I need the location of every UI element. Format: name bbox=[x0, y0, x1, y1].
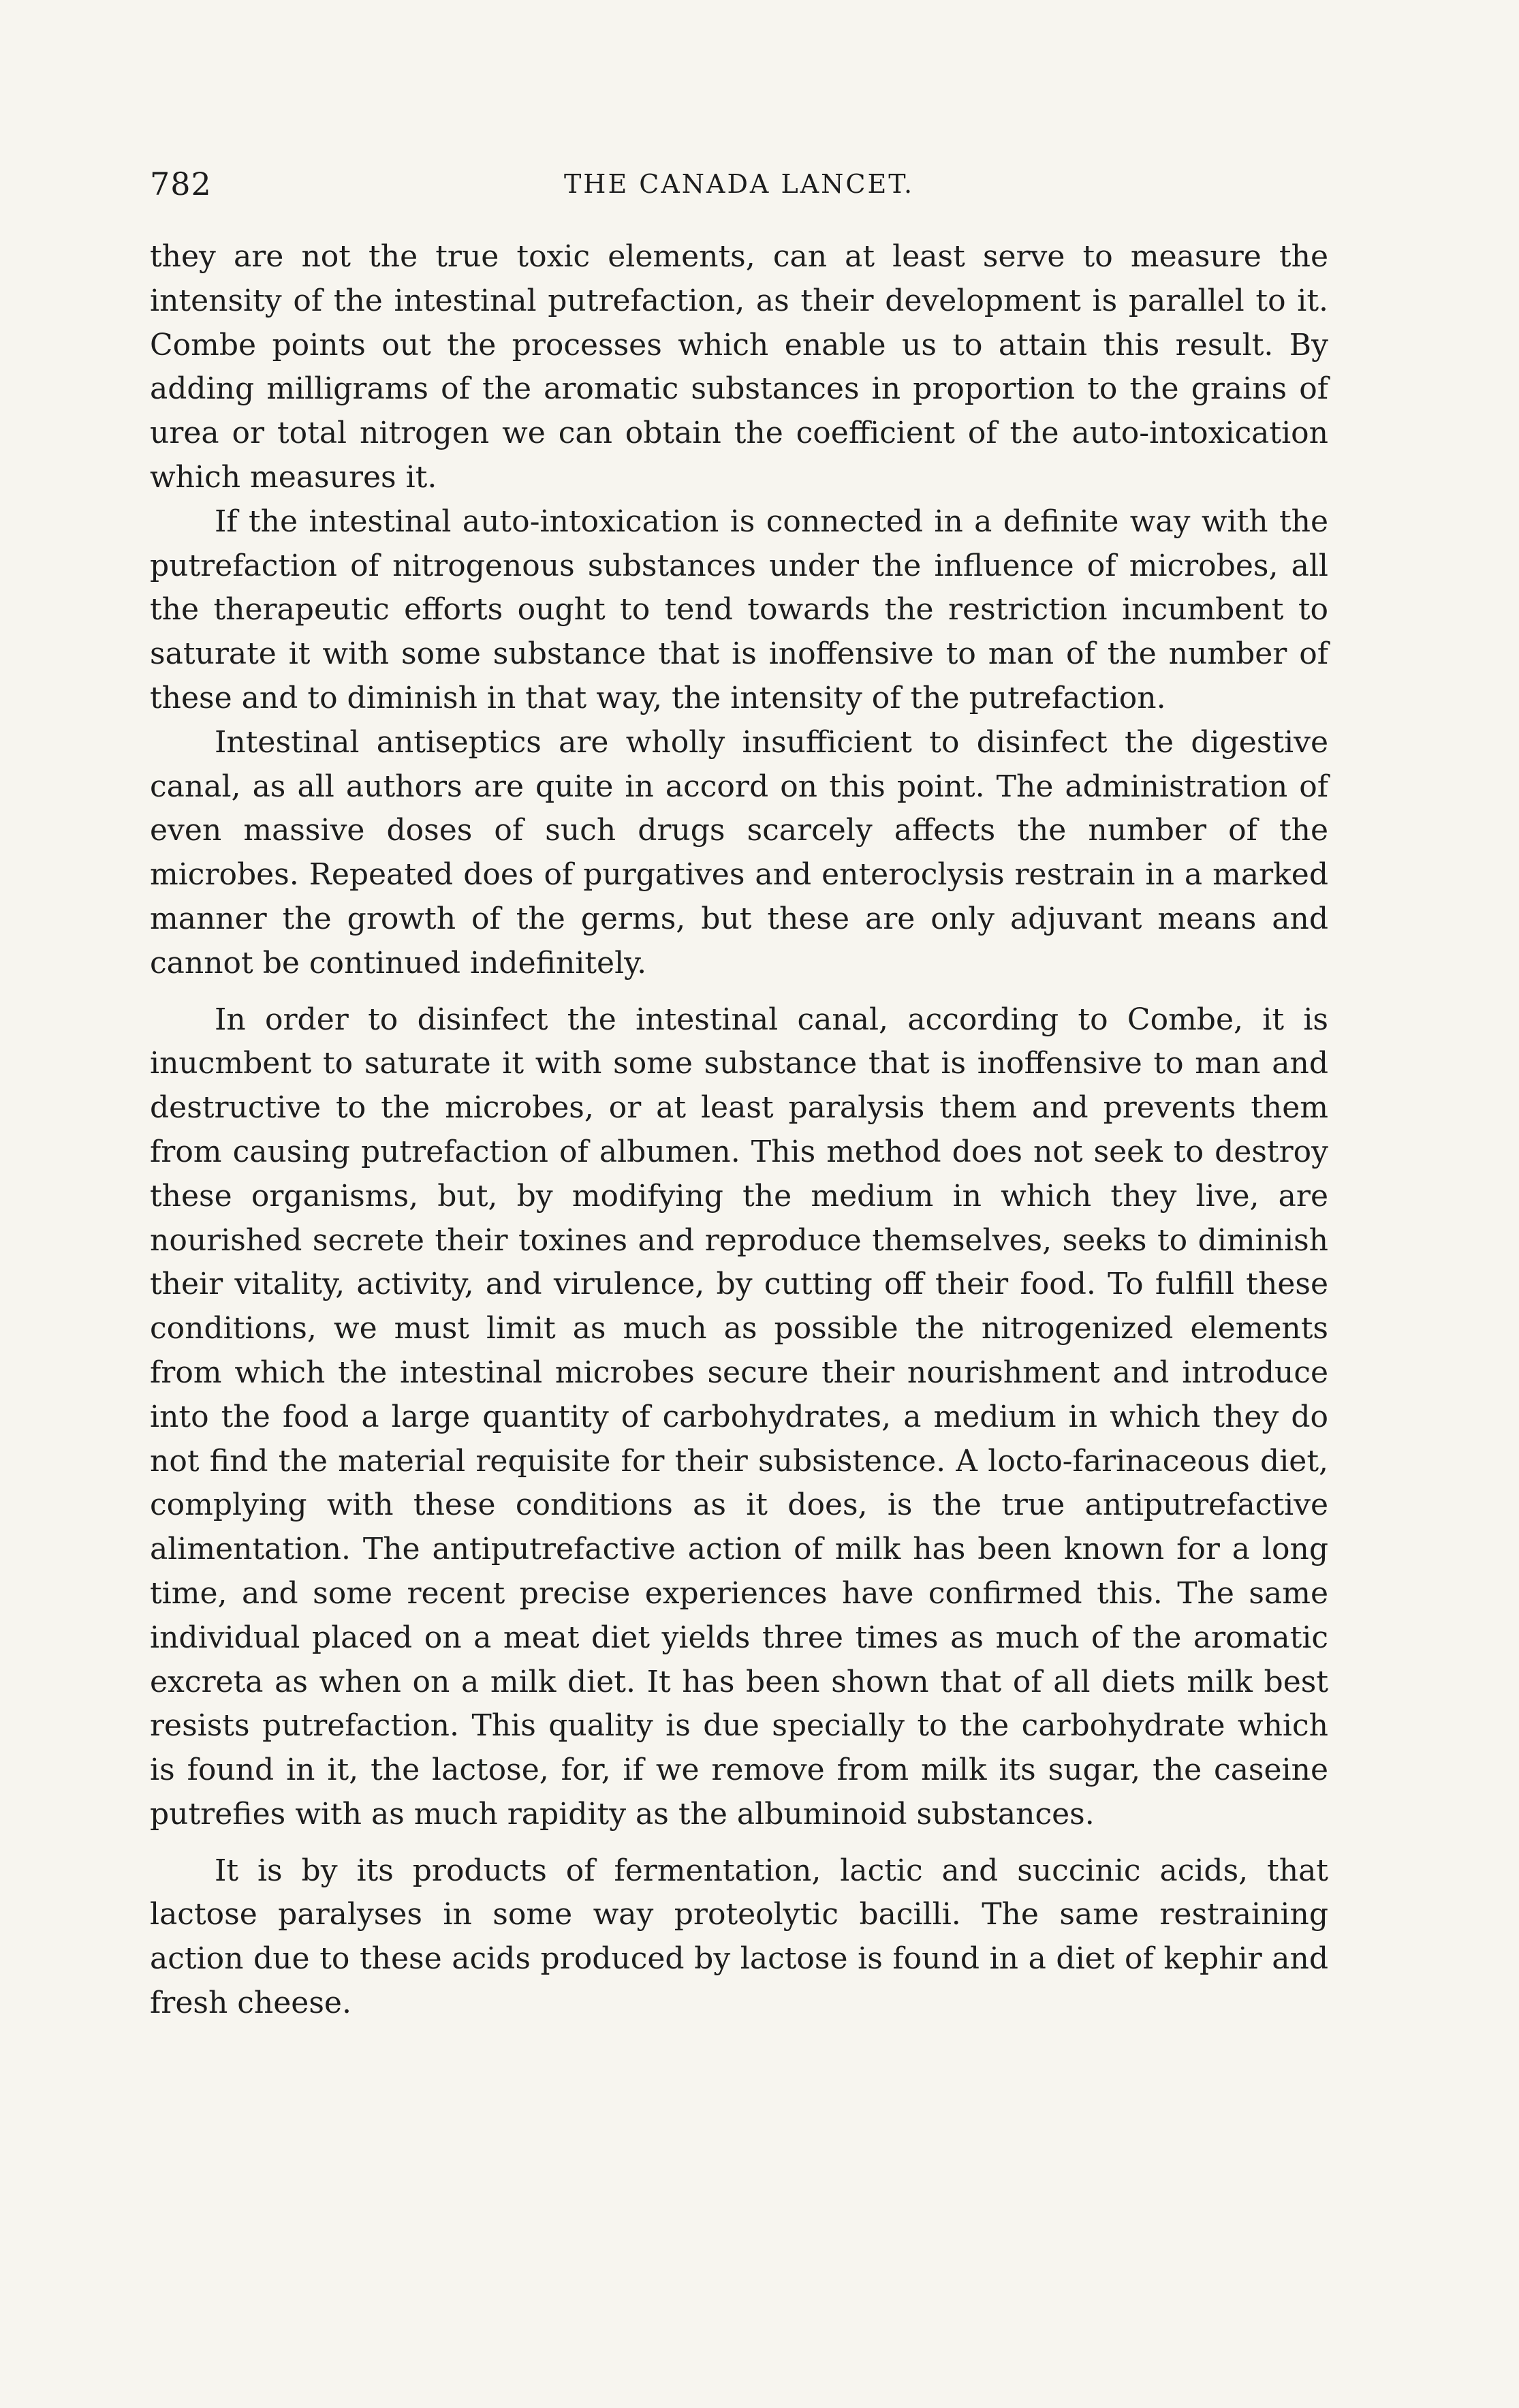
article-body bbox=[150, 235, 1328, 2026]
paragraph-fermentation-products: It is by its products of fermentation, lactic and succinic acids, that lactose paralyses in some way proteolytic bacilli. The same restraining action due to these acids produced by lactose is found in a diet of kephir and fresh cheese. bbox=[150, 1853, 1328, 2021]
paragraph-disinfect-intestinal-canal: In order to disinfect the intestinal canal, according to Combe, it is inucmbent to saturate it with some substance that is inoffensive to man and destructive to the microbes, or at least paralysis them and prevents them from causing putrefaction of albumen. This method does not seek to destroy these organisms, but, by modifying the medium in which they live, are nourished secrete their toxines and reproduce themselves, seeks to diminish their vitality, activity, and virulence, by cutting off their food. To fulfill these conditions, we must limit as much as possible the nitrogenized elements from which the intestinal microbes secure their nourishment and introduce into the food a large quantity of carbohydrates, a medium in which they do not find the material requisite for their subsistence. A locto-farinaceous diet, complying with these conditions as it does, is the true antiputrefactive alimentation. The antiputrefactive action of milk has been known for a long time, and some recent precise experiences have confirmed this. The same individual placed on a meat diet yields three times as much of the aromatic excreta as when on a milk diet. It has been shown that of all diets milk best resists putrefaction. This quality is due specially to the carbohydrate which is found in it, the lactose, for, if we remove from milk its sugar, the caseine putrefies with as much rapidity as the albuminoid substances. bbox=[150, 1002, 1328, 1832]
page-header bbox=[150, 157, 1328, 211]
page-number: 782 bbox=[150, 166, 212, 202]
paragraph-intestinal-antiseptics: Intestinal antiseptics are wholly insufficient to disinfect the digestive canal, as all authors are quite in accord on this point. The administration of even massive doses of such drugs scarcely affects the number of the microbes. Repeated does of purgatives and enteroclysis restrain in a marked manner the growth of the germs, but these are only adjuvant means and cannot be continued indefinitely. bbox=[150, 724, 1328, 981]
paragraph-continuation: they are not the true toxic elements, can at least serve to measure the intensity of the intestinal putrefaction, as their development is parallel to it. Combe points out the processes which enable us to attain this result. By adding milligrams of the aromatic substances in proportion to the grains of urea or total nitrogen we can obtain the coefficient of the auto-intoxication which measures it. bbox=[150, 239, 1328, 495]
journal-title: THE CANADA LANCET. bbox=[563, 169, 915, 199]
paragraph-intestinal-auto-intoxication: If the intestinal auto-intoxication is connected in a definite way with the putrefaction of nitrogenous substances under the influence of microbes, all the therapeutic efforts ought to tend towards the restriction incumbent to saturate it with some substance that is inoffensive to man of the number of these and to diminish in that way, the intensity of the putrefaction. bbox=[150, 504, 1328, 715]
